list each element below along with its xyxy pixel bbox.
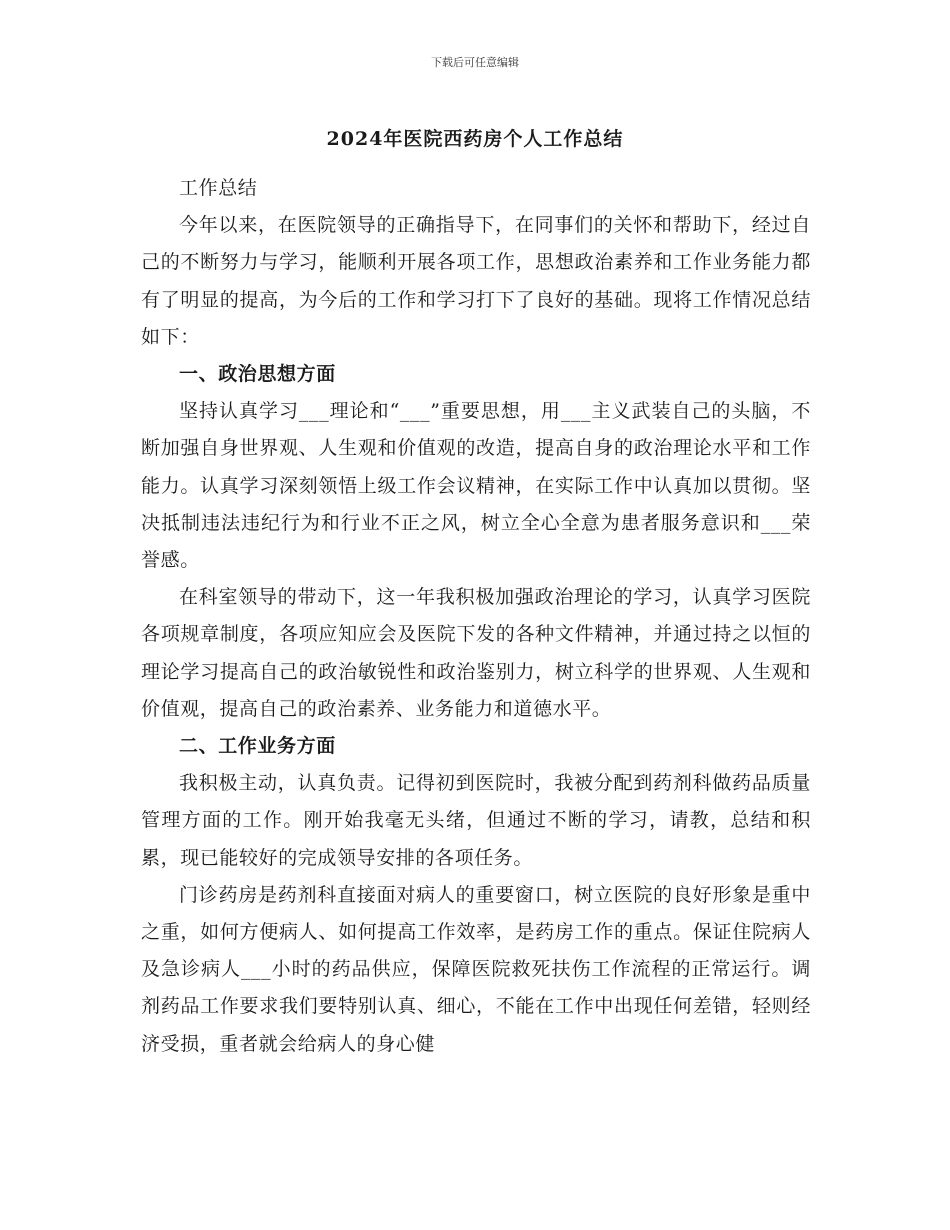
section-subtitle: 工作总结 (179, 177, 258, 199)
heading-work-business: 二、工作业务方面 (179, 735, 336, 758)
document-title: 2024年医院西药房个人工作总结 (326, 128, 624, 150)
paragraph-work-initiative: 我积极主动，认真负责。记得初到医院时，我被分配到药剂科做药品质量管理方面的工作。刚开始我毫无头绪，但通过不断的学习，请教，总结和积累，现已能较好的完成领导安排的各项任务。 (141, 772, 811, 869)
header-note: 下载后可任意编辑 (431, 56, 519, 69)
heading-political-thought: 一、政治思想方面 (179, 363, 336, 386)
paragraph-political-theory: 在科室领导的带动下，这一年我积极加强政治理论的学习，认真学习医院各项规章制度，各项应知应会及医院下发的各种文件精神，并通过持之以恒的理论学习提高自己的政治敏锐性和政治鉴别力，树立科学的世界观、人生观和价值观，提高自己的政治素养、业务能力和道德水平。 (141, 586, 811, 720)
paragraph-political-study: 坚持认真学习___理论和“___”重要思想，用___主义武装自己的头脑，不断加强自身世界观、人生观和价值观的改造，提高自身的政治理论水平和工作能力。认真学习深刻领悟上级工作会议精神，在实际工作中认真加以贯彻。坚决抵制违法违纪行为和行业不正之风，树立全心全意为患者服务意识和___荣誉感。 (141, 400, 811, 572)
document-body (141, 170, 811, 1063)
paragraph-outpatient-pharmacy: 门诊药房是药剂科直接面对病人的重要窗口，树立医院的良好形象是重中之重，如何方便病人、如何提高工作效率，是药房工作的重点。保证住院病人及急诊病人___小时的药品供应，保障医院救死扶伤工作流程的正常运行。调剂药品工作要求我们要特别认真、细心，不能在工作中出现任何差错，轻则经济受损，重者就会给病人的身心健 (141, 883, 811, 1055)
paragraph-intro: 今年以来，在医院领导的正确指导下，在同事们的关怀和帮助下，经过自己的不断努力与学习，能顺利开展各项工作，思想政治素养和工作业务能力都有了明显的提高，为今后的工作和学习打下了良好的基础。现将工作情况总结如下： (141, 214, 811, 348)
